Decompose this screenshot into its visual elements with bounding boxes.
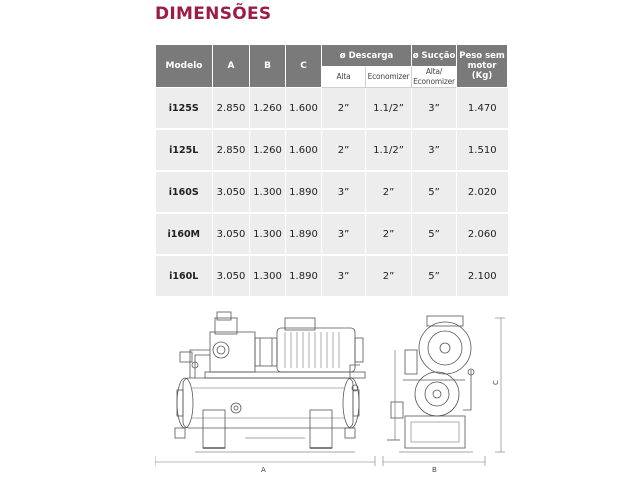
cell-alta: 2” bbox=[322, 88, 366, 130]
cell-b: 1.300 bbox=[250, 255, 286, 297]
dimension-b-label: B bbox=[432, 466, 437, 474]
cell-modelo: i125S bbox=[156, 88, 213, 130]
table-row bbox=[156, 171, 508, 213]
cell-c: 1.890 bbox=[286, 213, 322, 255]
cell-modelo: i160S bbox=[156, 171, 213, 213]
header-c: C bbox=[286, 45, 322, 88]
cell-economizer: 2” bbox=[366, 255, 412, 297]
cell-c: 1.600 bbox=[286, 129, 322, 171]
cell-economizer: 1.1/2” bbox=[366, 129, 412, 171]
cell-alta: 3” bbox=[322, 255, 366, 297]
cell-modelo: i160M bbox=[156, 213, 213, 255]
cell-c: 1.600 bbox=[286, 88, 322, 130]
cell-succao: 5” bbox=[412, 255, 457, 297]
cell-alta: 2” bbox=[322, 129, 366, 171]
cell-modelo: i160L bbox=[156, 255, 213, 297]
cell-peso: 2.100 bbox=[457, 255, 508, 297]
header-alta-economizer: Alta/ Economizer bbox=[413, 67, 455, 86]
table-row bbox=[156, 129, 508, 171]
cell-economizer: 1.1/2” bbox=[366, 88, 412, 130]
cell-modelo: i125L bbox=[156, 129, 213, 171]
table-row bbox=[156, 213, 508, 255]
cell-a: 2.850 bbox=[213, 88, 250, 130]
cell-succao: 5” bbox=[412, 213, 457, 255]
header-peso: Peso sem motor (Kg) bbox=[457, 45, 508, 88]
cell-a: 3.050 bbox=[213, 171, 250, 213]
cell-alta: 3” bbox=[322, 171, 366, 213]
table-row bbox=[156, 88, 508, 130]
cell-b: 1.260 bbox=[250, 129, 286, 171]
header-economizer: Economizer bbox=[366, 67, 412, 88]
cell-b: 1.260 bbox=[250, 88, 286, 130]
cell-peso: 1.510 bbox=[457, 129, 508, 171]
cell-b: 1.300 bbox=[250, 171, 286, 213]
cell-a: 3.050 bbox=[213, 255, 250, 297]
cell-a: 2.850 bbox=[213, 129, 250, 171]
cell-economizer: 2” bbox=[366, 213, 412, 255]
cell-succao: 5” bbox=[412, 171, 457, 213]
cell-c: 1.890 bbox=[286, 171, 322, 213]
dimension-a-label: A bbox=[261, 466, 266, 474]
cell-succao: 3” bbox=[412, 88, 457, 130]
end-view-drawing bbox=[383, 316, 505, 466]
cell-peso: 2.020 bbox=[457, 171, 508, 213]
table-row bbox=[156, 255, 508, 297]
cell-succao: 3” bbox=[412, 129, 457, 171]
cell-b: 1.300 bbox=[250, 213, 286, 255]
side-view-drawing bbox=[155, 312, 375, 466]
compressor-technical-drawing bbox=[155, 310, 515, 478]
header-descarga: ø Descarga bbox=[322, 45, 412, 67]
dimensions-table bbox=[155, 44, 508, 298]
page-title: DIMENSÕES bbox=[155, 4, 272, 24]
header-a: A bbox=[213, 45, 250, 88]
header-b: B bbox=[250, 45, 286, 88]
dimension-c-label: C bbox=[492, 380, 500, 385]
header-succao: ø Sucção bbox=[412, 45, 457, 67]
header-modelo: Modelo bbox=[156, 45, 213, 88]
cell-alta: 3” bbox=[322, 213, 366, 255]
cell-economizer: 2” bbox=[366, 171, 412, 213]
header-alta: Alta bbox=[322, 67, 366, 88]
cell-a: 3.050 bbox=[213, 213, 250, 255]
cell-peso: 2.060 bbox=[457, 213, 508, 255]
cell-peso: 1.470 bbox=[457, 88, 508, 130]
cell-c: 1.890 bbox=[286, 255, 322, 297]
